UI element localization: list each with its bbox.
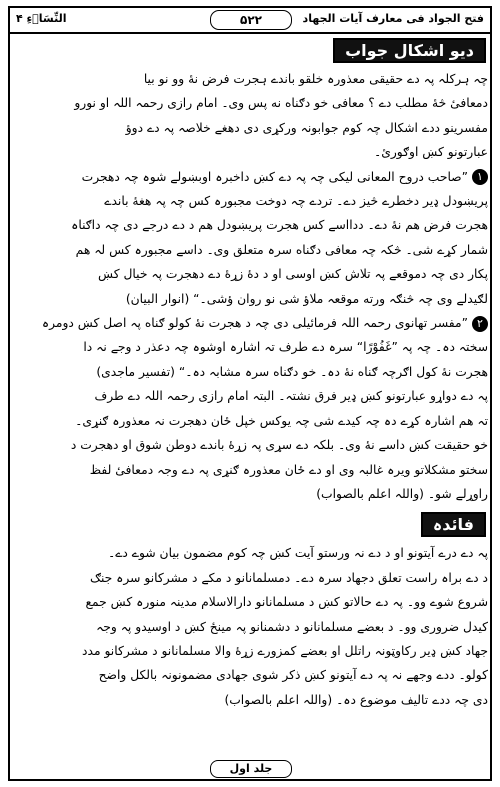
text-line: تہ ھم اشارہ کړے دہ چہ کیدے شی چہ یوکس خپل ځان دھجرت نہ معذورہ ګنړی۔: [75, 413, 488, 428]
spacer: [14, 506, 488, 510]
text-line: عبارتونو کښ اوګورئ۔: [374, 145, 488, 160]
point-1-text: ”صاحب دروح المعانی لیکی چہ پہ دے کښ داخبرہ اوبښولے شوہ چہ دھجرت: [81, 169, 468, 184]
text-line: راوړلے شو۔ (واللہ اعلم بالصواب): [316, 486, 488, 501]
text-line: سختہ دہ۔ چہ پہ ”غَفُوْرًا“ سرہ دے طرف تہ اشارہ اوشوہ چہ دعذر د وجے نہ دا: [83, 340, 488, 355]
point-1-line: [14, 165, 488, 189]
text-line: کولو۔ ددے وجهے نہ پہ دے آیتونو کښ ذکر شوی جهادی مضمونونہ بالکل واضح: [98, 668, 488, 683]
point-2-line: [14, 311, 488, 335]
text-line: چہ ہرکلہ پہ دے حقیقی معذورہ خلقو باندے ہجرت فرض نۀ وو نو بیا: [143, 72, 488, 86]
text-line: دمعافیٔ څۀ مطلب دے ؟ معافی خو دګناه نه پس وی۔ امام رازی رحمہ اللہ او نورو: [74, 96, 488, 111]
text-line: سختو مشکلاتو ویرہ غالبہ وی او دے ځان معذورہ ګنړی پہ دے وجہ دمعافیٔ لفظ: [89, 462, 488, 477]
book-title: فتح الجواد فی معارف آیات الجھاد: [302, 12, 484, 25]
text-line: خو حقیقت کښ داسے نۀ وی۔ بلکہ دے سړی پہ زړۀ باندے دوطن شوق او دھجرت د: [70, 438, 488, 453]
text-line: ھجرت فرض ھم نۀ دے۔ ددااسے کس ھجرت پریښودل ھم د دے درجے دی چہ داګناہ: [71, 218, 488, 233]
page-body: [14, 36, 488, 712]
text-line: جهاد کښ ډیر رکاوټونہ راتلل او بعضے کمزورے زړۀ والا مسلمانانو د مشرکانو مدد: [82, 643, 488, 658]
text-line: کیدل ضروری وو۔ د بعضے مسلمانانو د دشمنانو پہ مینځ کښ د اوسیدو پہ وجہ: [96, 619, 488, 634]
point-2-text: ”مفسر تھانوی رحمہ اللہ فرمائیلی دی چہ د ھجرت نۀ کولو ګناه پہ اصل کښ دومرہ: [41, 316, 468, 331]
page-footer: [10, 759, 490, 779]
section-heading-benefit: فائدہ: [421, 512, 486, 537]
text-line: پکار دی چہ دموقعے پہ تلاش کښ اوسی او د دۀ زړۀ دے دھجرت پہ خیال کښ: [98, 267, 488, 282]
page-number: ۵۲۲: [210, 10, 292, 30]
volume-label: جلد اول: [210, 760, 292, 778]
section-heading-answer: دیو اشکال جواب: [333, 38, 486, 63]
point-number-badge: ٢: [472, 316, 488, 332]
point-number-badge: ١: [472, 169, 488, 185]
text-line: پہ دے دواړو عبارتونو کښ ډیر فرق نشتہ۔ البتہ امام رازی رحمہ اللہ دے طرف: [94, 389, 488, 404]
surah-label: النِّسَاۗءِ ۴: [16, 12, 67, 25]
text-line: شمار کړے شی۔ څکہ چہ معافی دګناه سرہ متعلق وی۔ داسے مجبورہ کس لہ ھم: [75, 242, 488, 257]
text-line: پریښودل ډیر دخطرے څیز دے۔ تردے چہ دوخت مجبورہ کس چہ پہ ھغۀ باندے: [104, 194, 488, 209]
page-header: [10, 8, 490, 34]
book-page: [8, 6, 492, 781]
text-line: لګیدلے وی چہ څنګہ ورته موقعہ ملاؤ شی نو روان ؤشی۔“ (انوار البیان): [125, 291, 488, 306]
text-line: مفسرینو ددے اشکال چہ کوم جوابونہ ورکړی دی دھغے خلاصہ پہ دے دوؤ: [125, 120, 488, 135]
text-line: د دے براہ راست تعلق دجهاد سرہ دے۔ دمسلمانانو د مکے د مشرکانو سرہ جنګ: [89, 570, 488, 585]
text-line: پہ دے درے آیتونو او د دے نہ ورستو آیت کښ چہ کوم مضمون بیان شوے دے۔: [107, 546, 488, 561]
text-line: شروع شوے وو۔ پہ دے حالاتو کښ د مسلمانانو دارالاسلام مدینہ منورہ کښ جمع: [85, 595, 488, 610]
text-line: دی چہ ددے تالیف موضوع دہ۔ (واللہ اعلم بالصواب): [224, 692, 488, 707]
text-line: ھجرت نۀ کول اګرچہ ګناه نۀ دہ۔ خو دګناه سرہ مشابہ دہ۔“ (تفسیر ماجدی): [96, 364, 488, 379]
